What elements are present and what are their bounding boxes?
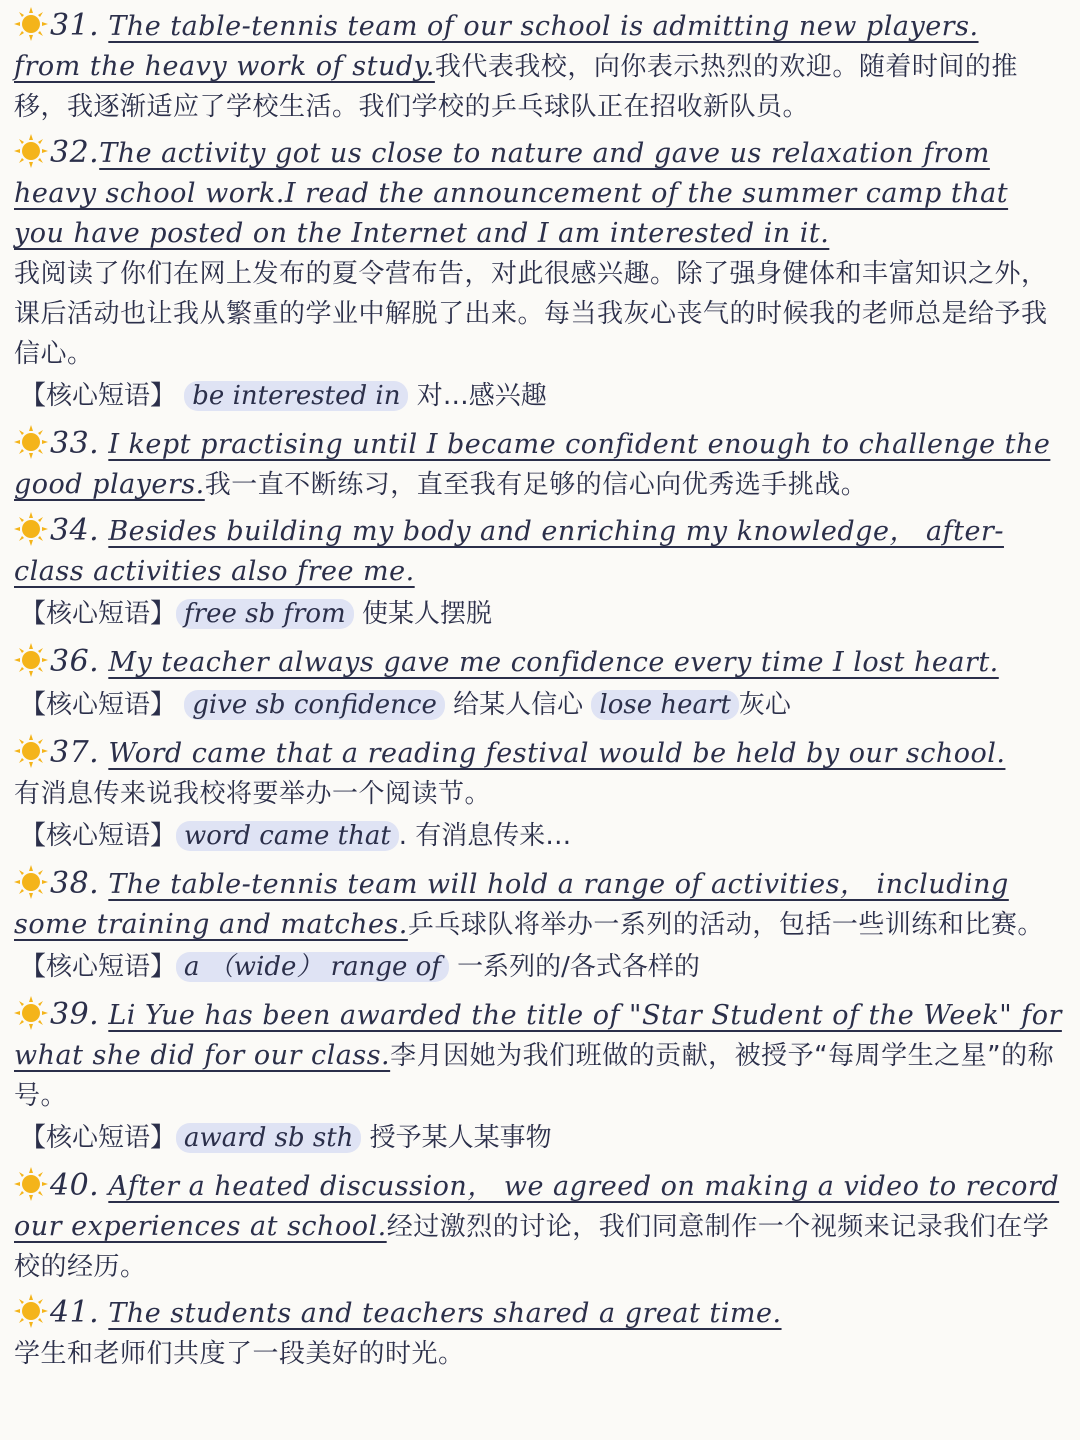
sun-icon — [14, 734, 48, 768]
english-sentence: Li Yue has been awarded the title of "Star Student of the Week" for what she did for our class. — [14, 1000, 1062, 1071]
phrase-highlight: be interested in — [184, 381, 408, 411]
entry-number: 31. — [50, 8, 100, 43]
sun-icon — [14, 1294, 48, 1328]
phrase-highlight: give sb confidence — [184, 690, 445, 720]
sun-icon — [14, 134, 48, 168]
phrase-meaning: 授予某人某事物 — [369, 1123, 552, 1153]
core-phrase-row — [14, 592, 1066, 636]
entry-39 — [14, 995, 1066, 1160]
english-sentence: I kept practising until I became confident enough to challenge the good players. — [14, 429, 1051, 500]
entry-number: 40. — [50, 1168, 100, 1203]
core-phrase-label: 【核心短语】 — [20, 952, 177, 982]
core-phrase-label: 【核心短语】 — [20, 821, 177, 851]
english-sentence: The students and teachers shared a great time. — [108, 1298, 782, 1329]
english-sentence: The table-tennis team will hold a range of activities， including some training and matches. — [14, 869, 1009, 940]
phrase-meaning: 对…感兴趣 — [416, 381, 547, 411]
entry-31 — [14, 6, 1066, 127]
entry-37 — [14, 733, 1066, 858]
entry-36 — [14, 642, 1066, 727]
chinese-translation: 有消息传来说我校将要举办一个阅读节。 — [14, 779, 492, 809]
core-phrase-row — [14, 814, 1066, 858]
chinese-translation: 我一直不断练习，直至我有足够的信心向优秀选手挑战。 — [204, 470, 868, 500]
entry-33 — [14, 424, 1066, 505]
chinese-translation: 经过激烈的讨论，我们同意制作一个视频来记录我们在学校的经历。 — [14, 1212, 1050, 1282]
entry-number: 34. — [50, 513, 100, 548]
sun-icon — [14, 865, 48, 899]
entry-number: 33. — [50, 426, 100, 461]
core-phrase-row — [14, 945, 1066, 989]
phrase-highlight: lose heart — [591, 690, 738, 720]
core-phrase-row — [14, 1116, 1066, 1160]
sun-icon — [14, 1167, 48, 1201]
entry-number: 41. — [50, 1295, 100, 1330]
phrase-meaning: 灰心 — [738, 690, 791, 720]
entry-number: 32. — [50, 135, 100, 170]
chinese-translation: 我代表我校，向你表示热烈的欢迎。随着时间的推移，我逐渐适应了学校生活。我们学校的乒乓球队正在招收新队员。 — [14, 52, 1018, 122]
phrase-meaning: 使某人摆脱 — [361, 599, 492, 629]
english-sentence: After a heated discussion， we agreed on making a video to record our experiences at school. — [14, 1171, 1060, 1242]
sun-icon — [14, 7, 48, 41]
entry-number: 38. — [50, 866, 100, 901]
sun-icon — [14, 512, 48, 546]
entry-number: 36. — [50, 644, 100, 679]
sun-icon — [14, 643, 48, 677]
phrase-meaning: 给某人信心 — [453, 690, 584, 720]
english-sentence: Word came that a reading festival would be held by our school. — [108, 738, 1006, 769]
phrase-meaning: . 有消息传来… — [398, 821, 572, 851]
english-sentence: Besides building my body and enriching my knowledge， after-class activities also free me. — [14, 516, 1004, 587]
sun-icon — [14, 996, 48, 1030]
core-phrase-row — [14, 374, 1066, 418]
core-phrase-label: 【核心短语】 — [20, 599, 177, 629]
chinese-translation: 乒乓球队将举办一系列的活动，包括一些训练和比赛。 — [407, 910, 1044, 940]
entry-32 — [14, 133, 1066, 418]
entry-number: 37. — [50, 735, 100, 770]
sun-icon — [14, 425, 48, 459]
core-phrase-row — [14, 683, 1066, 727]
english-sentence: The activity got us close to nature and gave us relaxation from heavy school work.I read the announcement of the summer camp that you have posted on the Internet and I am interested in it. — [14, 138, 1009, 249]
core-phrase-label: 【核心短语】 — [20, 381, 177, 411]
chinese-translation: 学生和老师们共度了一段美好的时光。 — [14, 1339, 465, 1369]
core-phrase-label: 【核心短语】 — [20, 1123, 177, 1153]
english-sentence: The table-tennis team of our school is admitting new players. — [108, 11, 979, 42]
chinese-translation: 李月因她为我们班做的贡献，被授予“每周学生之星”的称号。 — [14, 1041, 1055, 1111]
phrase-highlight: award sb sth — [176, 1123, 361, 1153]
entry-40 — [14, 1166, 1066, 1287]
entry-41 — [14, 1293, 1066, 1374]
phrase-highlight: free sb from — [176, 599, 354, 629]
phrase-highlight: word came that — [176, 821, 399, 851]
entry-38 — [14, 864, 1066, 989]
entry-number: 39. — [50, 997, 100, 1032]
chinese-translation: 我阅读了你们在网上发布的夏令营布告，对此很感兴趣。除了强身健体和丰富知识之外，课后活动也让我从繁重的学业中解脱了出来。每当我灰心丧气的时候我的老师总是给予我信心。 — [14, 259, 1048, 369]
phrase-meaning: 一系列的/各式各样的 — [457, 952, 700, 982]
core-phrase-label: 【核心短语】 — [20, 690, 177, 720]
phrase-highlight: a （wide） range of — [176, 952, 449, 982]
english-sentence: My teacher always gave me confidence every time I lost heart. — [108, 647, 999, 678]
entry-34 — [14, 511, 1066, 636]
english-sentence-continued: from the heavy work of study. — [14, 51, 435, 82]
